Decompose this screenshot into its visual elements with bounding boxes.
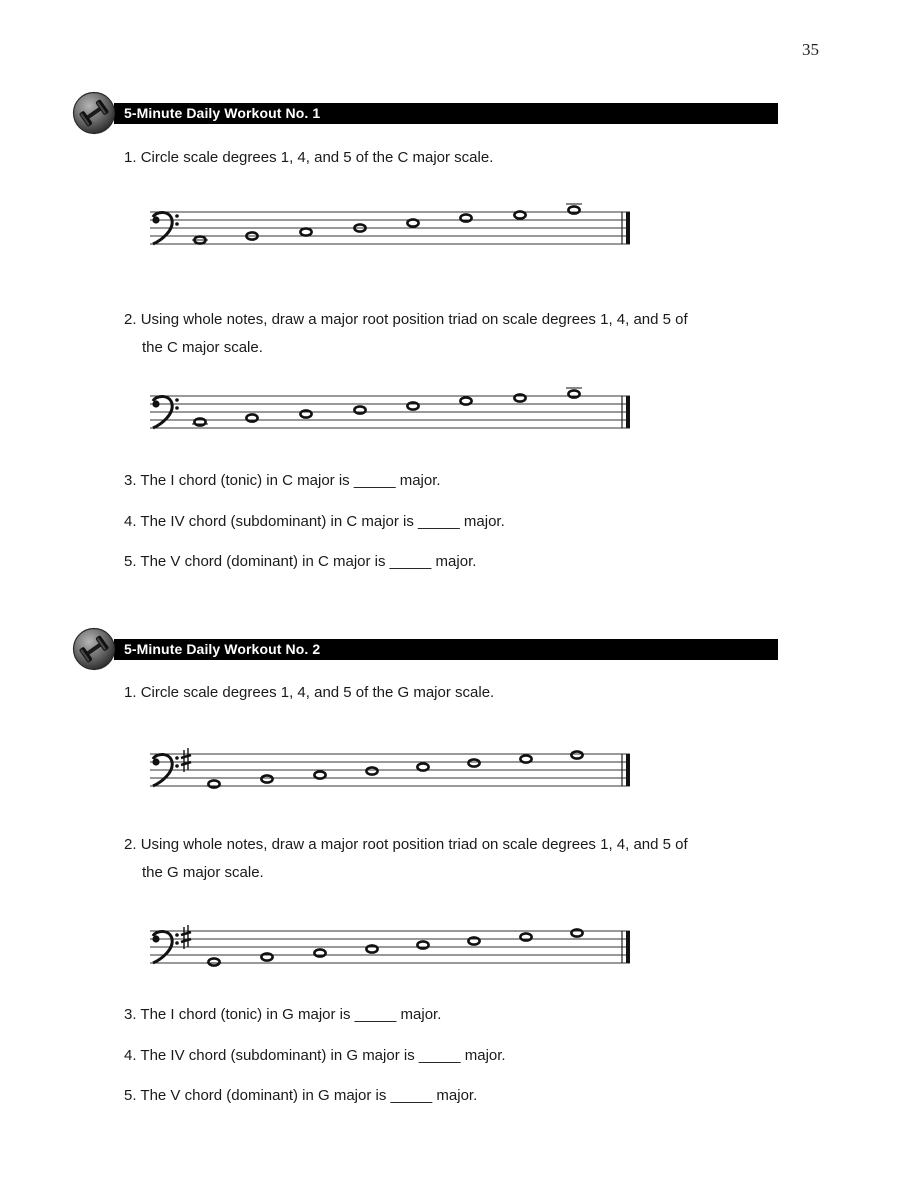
question-text: The V chord (dominant) in G major is _____ major. (140, 1087, 478, 1104)
question-1-5 (124, 548, 476, 576)
staff-2-1 (150, 738, 634, 818)
question-number: 4. (124, 513, 137, 530)
question-text: Circle scale degrees 1, 4, and 5 of the C major scale. (140, 149, 494, 166)
question-text: The I chord (tonic) in C major is _____ major. (140, 472, 441, 489)
dumbbell-icon (72, 627, 116, 671)
question-2-2 (124, 831, 688, 887)
question-number: 1. (124, 149, 137, 166)
sharp-icon (181, 748, 191, 772)
header-title: 5-Minute Daily Workout No. 2 (124, 641, 321, 657)
question-text: Using whole notes, draw a major root position triad on scale degrees 1, 4, and 5 of (140, 836, 688, 853)
workout-header-1 (72, 91, 778, 135)
question-text: The IV chord (subdominant) in G major is _____ major. (140, 1047, 506, 1064)
question-1-2 (124, 306, 688, 362)
question-2-3 (124, 1001, 441, 1029)
staff-2-2 (150, 915, 634, 995)
question-number: 2. (124, 311, 137, 328)
staff-1-2 (150, 380, 634, 460)
staff-1-1 (150, 196, 634, 276)
question-number: 3. (124, 1006, 137, 1023)
dumbbell-icon (72, 91, 116, 135)
question-text: The IV chord (subdominant) in C major is _____ major. (140, 513, 505, 530)
question-number: 3. (124, 472, 137, 489)
header-title: 5-Minute Daily Workout No. 1 (124, 105, 321, 121)
question-2-5 (124, 1082, 477, 1110)
question-2-4 (124, 1042, 506, 1070)
question-1-4 (124, 508, 505, 536)
whole-notes (192, 204, 582, 244)
workout-header-2 (72, 627, 778, 671)
question-1-3 (124, 467, 441, 495)
sharp-icon (181, 925, 191, 949)
question-text: Circle scale degrees 1, 4, and 5 of the G major scale. (140, 684, 495, 701)
question-text: The V chord (dominant) in C major is _____ major. (140, 553, 477, 570)
page-number: 35 (802, 40, 819, 59)
question-text-continued: the C major scale. (142, 339, 263, 356)
question-number: 5. (124, 1087, 137, 1104)
question-text-continued: the G major scale. (142, 864, 264, 881)
question-number: 4. (124, 1047, 137, 1064)
question-number: 1. (124, 684, 137, 701)
question-number: 2. (124, 836, 137, 853)
question-number: 5. (124, 553, 137, 570)
question-text: The I chord (tonic) in G major is _____ major. (140, 1006, 442, 1023)
question-text: Using whole notes, draw a major root position triad on scale degrees 1, 4, and 5 of (140, 311, 688, 328)
question-2-1 (124, 679, 494, 707)
question-1-1 (124, 144, 493, 172)
